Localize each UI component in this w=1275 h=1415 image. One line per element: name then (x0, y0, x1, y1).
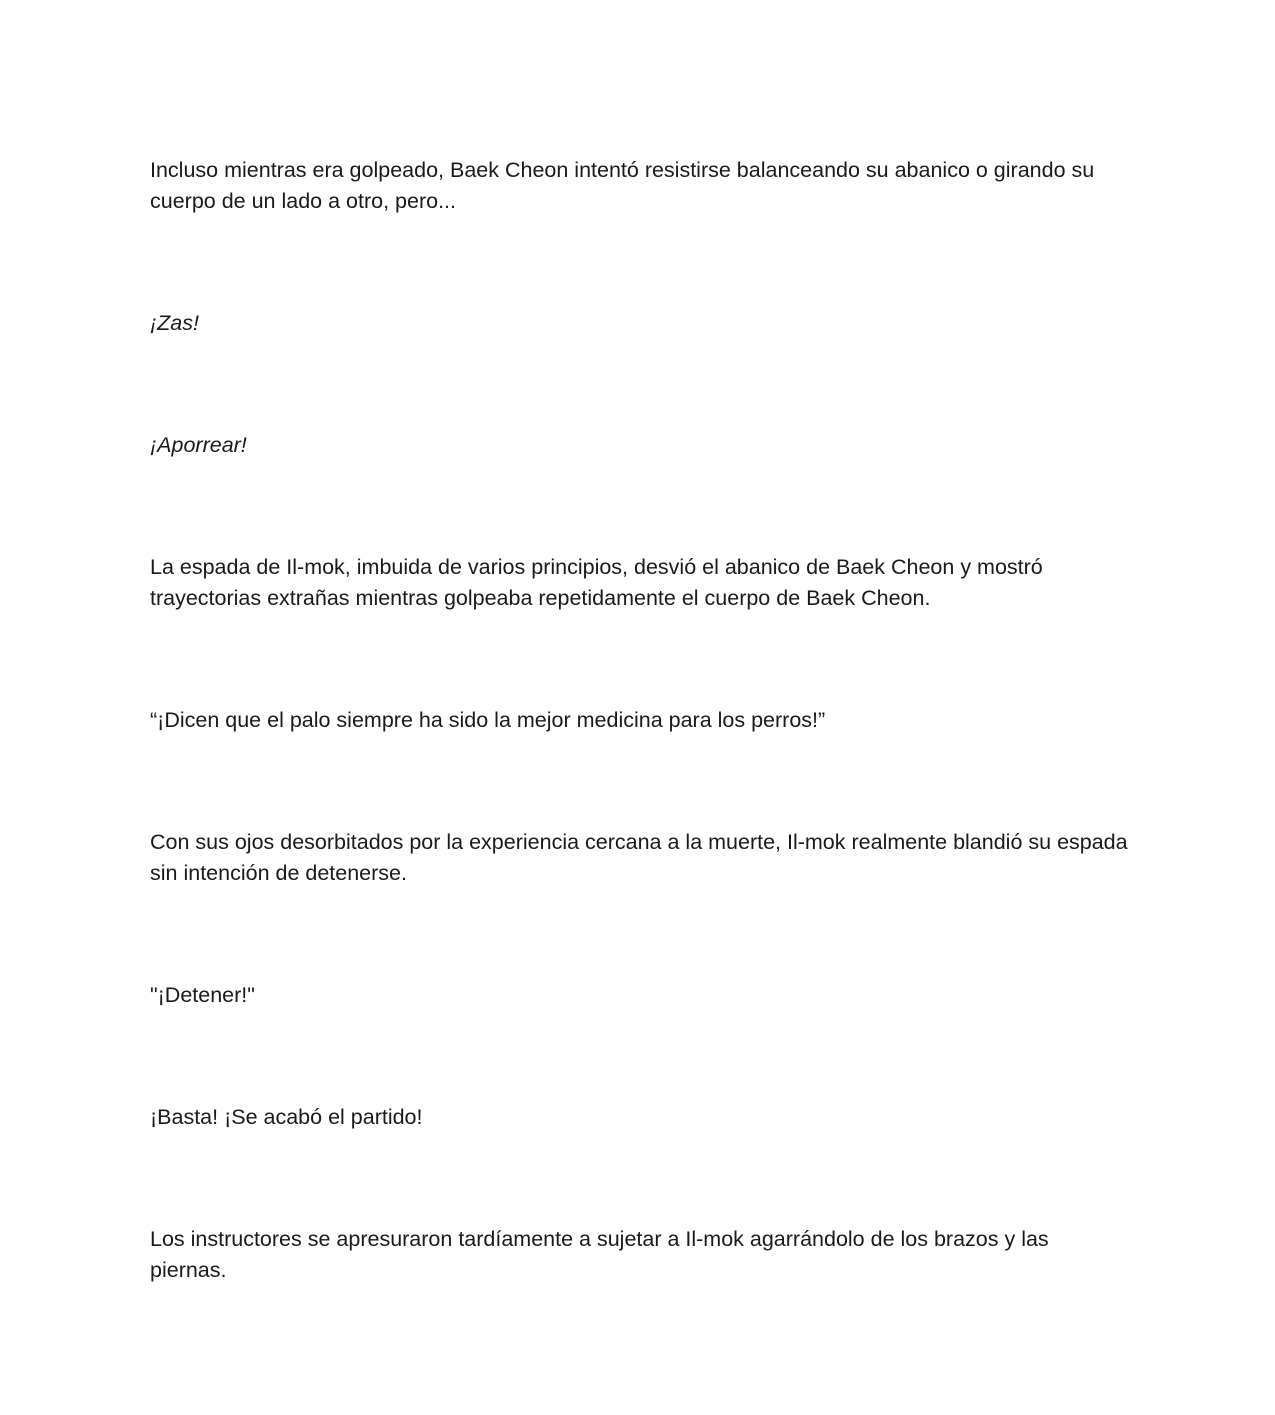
paragraph-sound-effect-zas: ¡Zas! (150, 311, 199, 335)
paragraph-instructors-restrain: Los instructores se apresuraron tardíamente a sujetar a Il-mok agarrándolo de los brazos y las piernas. (150, 1227, 1049, 1282)
paragraph-il-mok-sword: La espada de Il-mok, imbuida de varios principios, desvió el abanico de Baek Cheon y mostró trayectorias extrañas mientras golpeaba repetidamente el cuerpo de Baek Cheon. (150, 555, 1043, 610)
paragraph-match-over: ¡Basta! ¡Se acabó el partido! (150, 1105, 423, 1129)
paragraph-dialogue-stick-medicine: “¡Dicen que el palo siempre ha sido la mejor medicina para los perros!” (150, 708, 826, 732)
paragraph-dialogue-stop: "¡Detener!" (150, 983, 255, 1007)
paragraph-sound-effect-aporrear: ¡Aporrear! (150, 433, 247, 457)
paragraph-il-mok-swings: Con sus ojos desorbitados por la experiencia cercana a la muerte, Il-mok realmente blandió su espada sin intención de detenerse. (150, 830, 1128, 885)
paragraph-baek-cheon-resists: Incluso mientras era golpeado, Baek Cheon intentó resistirse balanceando su abanico o girando su cuerpo de un lado a otro, pero... (150, 158, 1095, 213)
